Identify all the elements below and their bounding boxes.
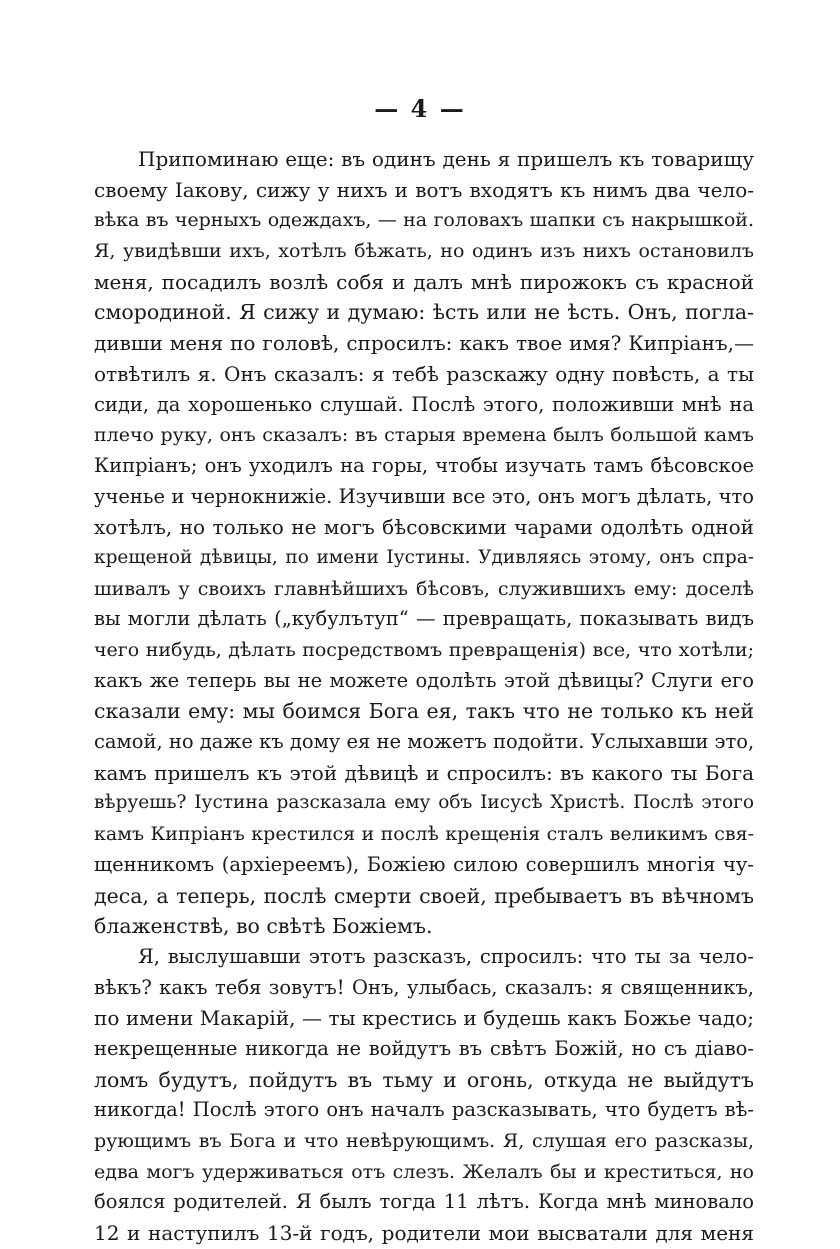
text-line: вѣруешь? Іустина разсказала ему объ Іисусѣ Христѣ. Послѣ этого (94, 792, 754, 814)
text-line: вы могли дѣлать („кубулътуп“ — превращать, показывать видъ (94, 607, 754, 631)
text-line: некрещенные никогда не войдутъ въ свѣтъ Божій, но съ діаво- (94, 1036, 754, 1060)
text-line: щенникомъ (архіереемъ), Божіею силою совершилъ многія чу- (94, 852, 754, 876)
text-line: вѣкъ? какъ тебя зовутъ! Онъ, улыбась, сказалъ: я священникъ, (94, 975, 754, 999)
text-line: какъ же теперь вы не можете одолѣть этой дѣвицы? Слуги его (94, 668, 754, 692)
text-line: никогда! Послѣ этого онъ началъ разсказывать, что будетъ вѣ- (94, 1098, 754, 1122)
text-line: крещеной дѣвицы, по имени Іустины. Удивляясь этому, онъ спра- (94, 546, 754, 568)
text-line: Кипріанъ; онъ уходилъ на горы, чтобы изучать тамъ бѣсовское (94, 453, 754, 477)
text-line: чего нибудь, дѣлать посредствомъ превращенія) все, что хотѣли; (94, 639, 754, 661)
body-text (94, 144, 754, 1249)
text-line: боялся родителей. Я былъ тогда 11 лѣтъ. Когда мнѣ миновало (94, 1190, 754, 1214)
text-line: сказали ему: мы боимся Бога ея, такъ что не только къ ней (94, 699, 754, 724)
text-line: камъ пришелъ къ этой дѣвицѣ и спросилъ: въ какого ты Бога (94, 760, 754, 785)
text-line: ломъ будутъ, пойдутъ въ тьму и огонь, откуда не выйдутъ (94, 1067, 754, 1092)
text-line: плечо руку, онъ сказалъ: въ старыя времена былъ большой камъ (94, 424, 754, 447)
text-line: блаженствѣ, во свѣтѣ Божіемъ. (94, 914, 433, 939)
text-line: по имени Макарій, — ты крестись и будешь какъ Божье чадо; (94, 1006, 754, 1031)
text-line: вѣка въ черныхъ одеждахъ, — на головахъ шапки съ накрышкой. (94, 209, 754, 232)
text-line: сиди, да хорошенько слушай. Послѣ этого, положивши мнѣ на (94, 392, 754, 416)
text-line: шивалъ у своихъ главнѣйшихъ бѣсовъ, служившихъ ему: доселѣ (94, 577, 754, 600)
text-line: ученье и чернокнижіе. Изучивши все это, онъ могъ дѣлать, что (94, 484, 754, 508)
text-line: камъ Кипріанъ крестился и послѣ крещенія сталъ великимъ свя- (94, 823, 754, 846)
text-line: своему Іакову, сижу у нихъ и вотъ входятъ къ нимъ два чело- (94, 177, 754, 202)
text-line: дивши меня по головѣ, спросилъ: какъ твое имя? Кипріанъ,— (94, 331, 754, 356)
text-line: рующимъ въ Бога и что невѣрующимъ. Я, слушая его разсказы, (94, 1130, 754, 1152)
text-line: Я, увидѣвши ихъ, хотѣлъ бѣжать, но одинъ изъ нихъ остановилъ (94, 240, 754, 263)
text-line: меня, посадилъ возлѣ собя и далъ мнѣ пирожокъ съ красной (94, 269, 754, 294)
text-line: едва могъ удерживаться отъ слезъ. Желалъ бы и креститься, но (94, 1160, 754, 1183)
text-line: деса, а теперь, послѣ смерти своей, пребываетъ въ вѣчномъ (94, 883, 754, 908)
text-line: смородиной. Я сижу и думаю: ѣсть или не ѣсть. Онъ, погла- (94, 300, 754, 325)
text-line: самой, но даже къ дому ея не можетъ подойти. Услыхавши это, (94, 730, 754, 754)
text-line: Я, выслушавши этотъ разсказъ, спросилъ: что ты за чело- (138, 944, 754, 968)
page-number: — 4 — (374, 94, 466, 123)
text-line: Припоминаю еще: въ одинъ день я пришелъ къ товарищу (138, 147, 754, 171)
text-line: отвѣтилъ я. Онъ сказалъ: я тебѣ разскажу одну повѣсть, а ты (94, 361, 754, 386)
text-line: хотѣлъ, но только не могъ бѣсовскими чарами одолѣть одной (94, 515, 754, 540)
text-line: 12 и наступилъ 13-й годъ, родители мои высватали для меня (94, 1221, 754, 1246)
